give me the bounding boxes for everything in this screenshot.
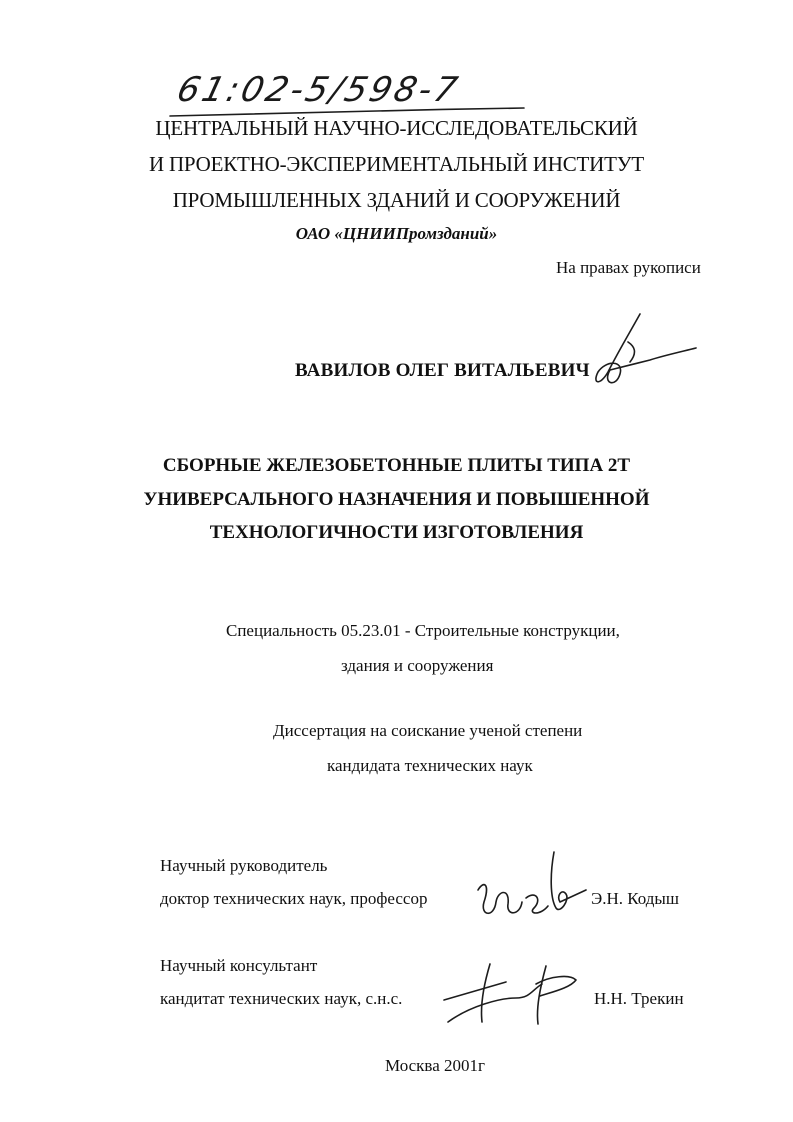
supervisor-name: Э.Н. Кодыш	[591, 889, 679, 908]
consultant-signature	[440, 960, 590, 1030]
institute-line-3: ПРОМЫШЛЕННЫХ ЗДАНИЙ И СООРУЖЕНИЙ	[172, 188, 621, 212]
thesis-title-line-2: УНИВЕРСАЛЬНОГО НАЗНАЧЕНИЯ И ПОВЫШЕННОЙ	[143, 489, 650, 510]
consultant-name: Н.Н. Трекин	[594, 989, 684, 1008]
author-name: ВАВИЛОВ ОЛЕГ ВИТАЛЬЕВИЧ	[295, 360, 590, 381]
rights-notice: На правах рукописи	[556, 258, 701, 277]
supervisor-signature	[470, 850, 590, 930]
specialty-line-2: здания и сооружения	[341, 656, 494, 675]
supervisor-credentials: доктор технических наук, профессор	[160, 889, 428, 908]
institute-line-2: И ПРОЕКТНО-ЭКСПЕРИМЕНТАЛЬНЫЙ ИНСТИТУТ	[148, 152, 645, 176]
author-signature	[590, 312, 700, 392]
organization-name: ОАО «ЦНИИПромзданий»	[295, 224, 498, 243]
supervisor-role: Научный руководитель	[160, 856, 328, 875]
specialty-line-1: Специальность 05.23.01 - Строительные конструкции,	[226, 621, 620, 640]
thesis-title-line-1: СБОРНЫЕ ЖЕЛЕЗОБЕТОННЫЕ ПЛИТЫ ТИПА 2Т	[162, 455, 631, 476]
thesis-title-line-3: ТЕХНОЛОГИЧНОСТИ ИЗГОТОВЛЕНИЯ	[209, 522, 584, 543]
consultant-credentials: кандитат технических наук, с.н.с.	[160, 989, 403, 1008]
place-and-year: Москва 2001г	[385, 1056, 485, 1075]
degree-line-2: кандидата технических наук	[327, 756, 533, 775]
degree-line-1: Диссертация на соискание ученой степени	[273, 721, 583, 740]
archive-number-handwritten: 61:02-5/598-7	[173, 70, 465, 110]
archive-number-underline	[168, 68, 528, 120]
consultant-role: Научный консультант	[160, 956, 318, 975]
institute-line-1: ЦЕНТРАЛЬНЫЙ НАУЧНО-ИССЛЕДОВАТЕЛЬСКИЙ	[155, 116, 638, 140]
